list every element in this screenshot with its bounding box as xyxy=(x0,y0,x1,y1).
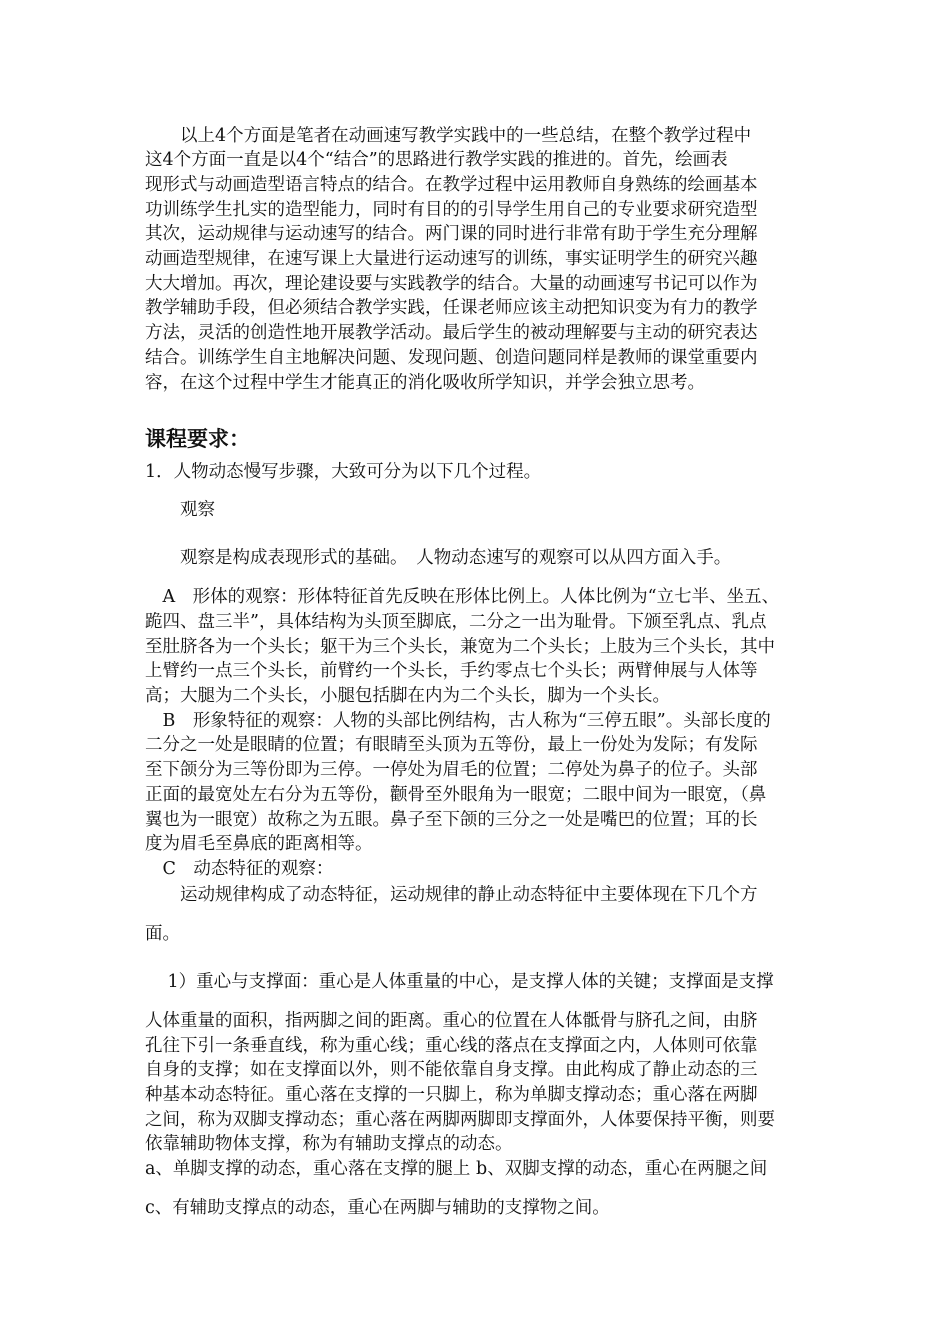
section-a-line: 至肚脐各为一个头长；躯干为三个头长，兼宽为二个头长；上肢为三个头长，其中 xyxy=(145,637,775,657)
section-b-line: 至下颌分为三等份即为三停。一停处为眉毛的位置；二停处为鼻子的位子。头部 xyxy=(145,760,758,780)
section-b-line: B 形象特征的观察：人物的头部比例结构，古人称为“三停五眼”。头部长度的 xyxy=(145,711,771,731)
section-a-line: A 形体的观察：形体特征首先反映在形体比例上。人体比例为“立七半、坐五、 xyxy=(145,587,780,607)
intro-line: 以上4个方面是笔者在动画速写教学实践中的一些总结，在整个教学过程中 xyxy=(180,126,752,146)
section-b-line: 二分之一处是眼睛的位置；有眼睛至头顶为五等份，最上一份处为发际；有发际 xyxy=(145,735,758,755)
intro-line: 其次，运动规律与运动速写的结合。两门课的同时进行非常有助于学生充分理解 xyxy=(145,224,758,244)
point-1-line: 之间，称为双脚支撑动态；重心落在两脚两脚即支撑面外，人体要保持平衡，则要 xyxy=(145,1110,775,1130)
section-c-line: 面。 xyxy=(145,924,180,944)
point-1-line: 依靠辅助物体支撑，称为有辅助支撑点的动态。 xyxy=(145,1134,513,1154)
intro-line: 结合。训练学生自主地解决问题、发现问题、创造问题同样是教师的课堂重要内 xyxy=(145,348,758,368)
section-a-line: 上臂约一点三个头长，前臂约一个头长，手约零点七个头长；两臂伸展与人体等 xyxy=(145,661,758,681)
section-b-line: 正面的最宽处左右分为五等份，颧骨至外眼角为一眼宽；二眼中间为一眼宽，（鼻 xyxy=(145,785,767,805)
observe-title: 观察 xyxy=(180,500,215,520)
section-a-line: 高；大腿为二个头长，小腿包括脚在内为二个头长，脚为一个头长。 xyxy=(145,686,670,706)
intro-line: 大大增加。再次，理论建设要与实践教学的结合。大量的动画速写书记可以作为 xyxy=(145,274,758,294)
section-c-title: C 动态特征的观察： xyxy=(145,859,334,879)
intro-line: 动画造型规律，在速写课上大量进行运动速写的训练，事实证明学生的研究兴趣 xyxy=(145,249,758,269)
point-1-line: 孔往下引一条垂直线，称为重心线；重心线的落点在支撑面之内，人体则可依靠 xyxy=(145,1036,758,1056)
point-1-line: 1）重心与支撑面：重心是人体重量的中心，是支撑人体的关键；支撑面是支撑 xyxy=(150,972,774,992)
point-1-line: 人体重量的面积，指两脚之间的距离。重心的位置在人体骶骨与脐孔之间，由脐 xyxy=(145,1011,758,1031)
point-c: c、有辅助支撑点的动态，重心在两脚与辅助的支撑物之间。 xyxy=(145,1198,610,1218)
intro-line: 方法，灵活的创造性地开展教学活动。最后学生的被动理解要与主动的研究表达 xyxy=(145,323,758,343)
intro-line: 容，在这个过程中学生才能真正的消化吸收所学知识，并学会独立思考。 xyxy=(145,373,705,393)
section-c-line: 运动规律构成了动态特征，运动规律的静止动态特征中主要体现在下几个方 xyxy=(180,885,758,905)
section-heading: 课程要求： xyxy=(145,427,250,451)
point-ab: a、单脚支撑的动态，重心落在支撑的腿上 b、双脚支撑的动态，重心在两腿之间 xyxy=(145,1159,768,1179)
step-1: 1．人物动态慢写步骤，大致可分为以下几个过程。 xyxy=(145,462,542,482)
intro-line: 功训练学生扎实的造型能力，同时有目的的引导学生用自己的专业要求研究造型 xyxy=(145,200,758,220)
observe-intro: 观察是构成表现形式的基础。 人物动态速写的观察可以从四方面入手。 xyxy=(180,548,732,568)
point-1-line: 种基本动态特征。重心落在支撑的一只脚上，称为单脚支撑动态；重心落在两脚 xyxy=(145,1085,758,1105)
point-1-line: 自身的支撑；如在支撑面以外，则不能依靠自身支撑。由此构成了静止动态的三 xyxy=(145,1060,758,1080)
intro-line: 这4个方面一直是以4个“结合”的思路进行教学实践的推进的。首先，绘画表 xyxy=(145,150,728,170)
section-a-line: 跪四、盘三半”，具体结构为头顶至脚底，二分之一出为耻骨。下颁至乳点、乳点 xyxy=(145,612,767,632)
intro-line: 现形式与动画造型语言特点的结合。在教学过程中运用教师自身熟练的绘画基本 xyxy=(145,175,758,195)
section-b-line: 度为眉毛至鼻底的距离相等。 xyxy=(145,834,373,854)
section-b-line: 翼也为一眼宽）故称之为五眼。鼻子至下颌的三分之一处是嘴巴的位置；耳的长 xyxy=(145,810,758,830)
intro-line: 教学辅助手段，但必须结合教学实践，任课老师应该主动把知识变为有力的教学 xyxy=(145,298,758,318)
